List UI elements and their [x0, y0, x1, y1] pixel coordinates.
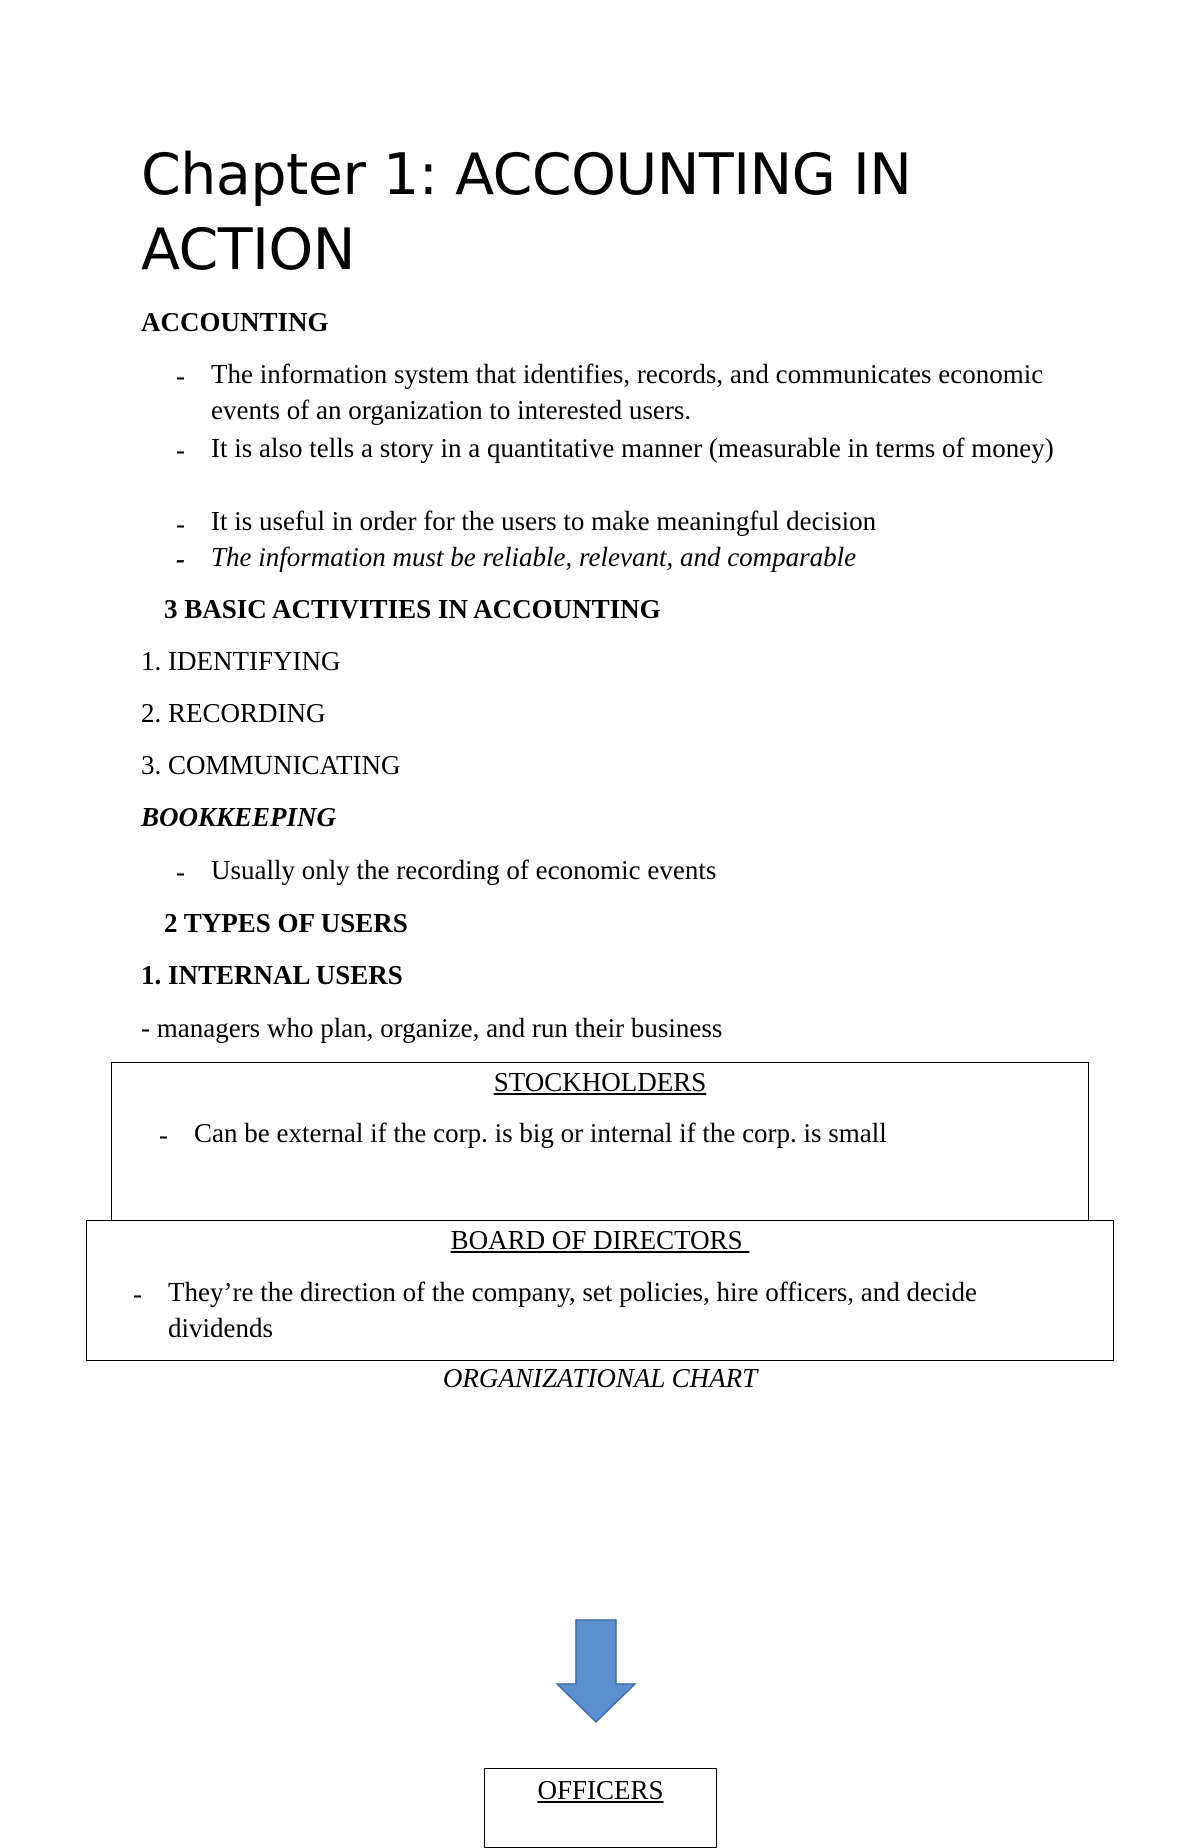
org-chart-caption: ORGANIZATIONAL CHART: [442, 1363, 758, 1393]
bullet-dash: -: [176, 544, 185, 574]
list-item: 3. COMMUNICATING: [141, 750, 401, 780]
section-heading-users: 2 TYPES OF USERS: [164, 908, 408, 938]
bullet-dash: -: [176, 435, 185, 465]
org-box-stockholders: [111, 1062, 1089, 1221]
list-item: It is useful in order for the users to make meaningful decision: [211, 506, 877, 536]
page-title: Chapter 1: ACCOUNTING IN ACTION: [141, 142, 912, 283]
bullet-dash: -: [176, 857, 185, 887]
section-heading-activities: 3 BASIC ACTIVITIES IN ACCOUNTING: [164, 594, 661, 624]
bullet-dash: -: [159, 1120, 168, 1150]
box-title-officers: OFFICERS: [537, 1775, 664, 1805]
list-item: Can be external if the corp. is big or internal if the corp. is small: [194, 1118, 887, 1148]
bullet-dash: -: [133, 1279, 142, 1309]
list-item: 1. IDENTIFYING: [141, 646, 341, 676]
down-arrow-icon: [555, 1618, 637, 1729]
list-item: They’re the direction of the company, set policies, hire officers, and decide dividends: [168, 1277, 977, 1343]
org-box-board-of-directors: [86, 1220, 1114, 1361]
section-heading-accounting: ACCOUNTING: [141, 307, 329, 337]
list-item: The information system that identifies, records, and communicates economic events of an organization to interested users.: [211, 359, 1044, 425]
subheading-internal-users: 1. INTERNAL USERS: [141, 960, 403, 990]
box-title-board: BOARD OF DIRECTORS: [450, 1225, 750, 1255]
list-item: It is also tells a story in a quantitative manner (measurable in terms of money): [211, 433, 1054, 463]
org-box-officers: [484, 1768, 717, 1848]
bullet-dash: -: [176, 509, 185, 539]
box-title-stockholders: STOCKHOLDERS: [493, 1067, 707, 1097]
bullet-dash: -: [176, 361, 185, 391]
list-item: The information must be reliable, relevant, and comparable: [211, 542, 857, 572]
list-item: Usually only the recording of economic events: [211, 855, 717, 885]
internal-users-description: - managers who plan, organize, and run their business: [141, 1013, 723, 1043]
list-item: 2. RECORDING: [141, 698, 326, 728]
section-heading-bookkeeping: BOOKKEEPING: [141, 802, 337, 832]
